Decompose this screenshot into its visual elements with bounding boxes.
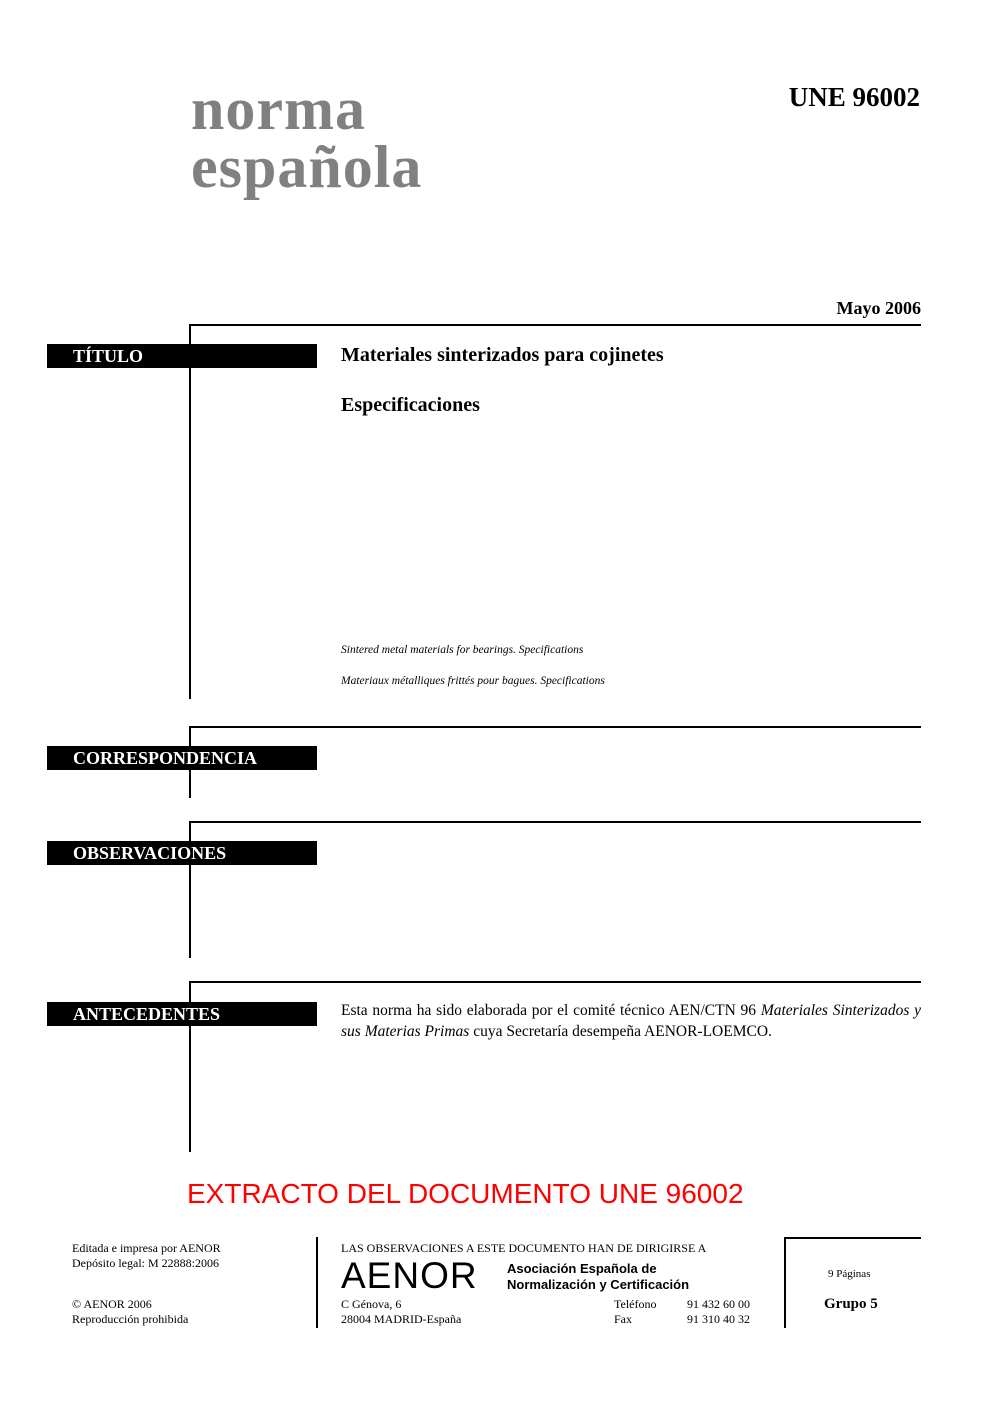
footer-divider-left <box>316 1237 318 1328</box>
section-label-titulo: TÍTULO <box>47 344 317 368</box>
brand-line-1: norma <box>191 76 366 142</box>
document-subtitle: Especificaciones <box>341 394 480 416</box>
phone-value: 91 432 60 00 <box>687 1297 750 1311</box>
footer-legal-deposit: Depósito legal: M 22888:2006 <box>72 1256 219 1270</box>
publication-date: Mayo 2006 <box>836 298 921 318</box>
section-divider-titulo <box>189 324 921 326</box>
contact-values <box>687 1297 750 1327</box>
section-label-antecedentes: ANTECEDENTES <box>47 1002 317 1026</box>
brand-title <box>191 76 423 200</box>
phone-label: Teléfono <box>614 1297 657 1311</box>
section-rule-titulo <box>189 324 191 699</box>
extract-notice: EXTRACTO DEL DOCUMENTO UNE 96002 <box>187 1178 744 1209</box>
footer-observations-note: LAS OBSERVACIONES A ESTE DOCUMENTO HAN DE DIRIGIRSE A <box>341 1241 707 1255</box>
aenor-address <box>341 1297 461 1327</box>
footer-copyright: © AENOR 2006 <box>72 1297 152 1311</box>
title-french: Materiaux métalliques frittés pour bagues. Specifications <box>341 675 605 687</box>
standard-code: UNE 96002 <box>788 82 920 112</box>
aenor-assoc-line-2: Normalización y Certificación <box>507 1277 690 1292</box>
address-line-1: C Génova, 6 <box>341 1297 402 1311</box>
antecedentes-text-part-2: cuya Secretaría desempeña AENOR-LOEMCO. <box>469 1023 772 1040</box>
footer-box-left-rule <box>784 1237 786 1328</box>
address-line-2: 28004 MADRID-España <box>341 1312 462 1326</box>
antecedentes-text-part-1: Esta norma ha sido elaborada por el comité técnico AEN/CTN 96 <box>341 1002 761 1019</box>
aenor-logo: AENOR <box>341 1255 478 1296</box>
aenor-association-name <box>507 1261 689 1293</box>
footer-edited-by: Editada e impresa por AENOR <box>72 1241 221 1255</box>
footer-publisher-info <box>72 1241 221 1271</box>
section-divider-observaciones <box>189 821 921 823</box>
document-title: Materiales sinterizados para cojinetes <box>341 344 664 366</box>
brand-line-2: española <box>191 134 423 200</box>
committee-name: Materiales Sinterizados y sus Materias Primas <box>341 1002 921 1040</box>
title-english: Sintered metal materials for bearings. Specifications <box>341 644 584 656</box>
section-divider-correspondencia <box>189 726 921 728</box>
footer-copyright-info <box>72 1297 188 1327</box>
page-count: 9 Páginas <box>828 1268 871 1280</box>
fax-label: Fax <box>614 1312 632 1326</box>
antecedentes-text <box>341 1000 921 1042</box>
price-group: Grupo 5 <box>824 1296 878 1312</box>
footer-reproduction: Reproducción prohibida <box>72 1312 189 1326</box>
section-label-correspondencia: CORRESPONDENCIA <box>47 746 317 770</box>
contact-labels <box>614 1297 656 1327</box>
aenor-assoc-line-1: Asociación Española de <box>507 1261 657 1276</box>
footer-box-top-rule <box>784 1237 921 1239</box>
section-divider-antecedentes <box>189 981 921 983</box>
section-label-observaciones: OBSERVACIONES <box>47 841 317 865</box>
fax-value: 91 310 40 32 <box>687 1312 750 1326</box>
